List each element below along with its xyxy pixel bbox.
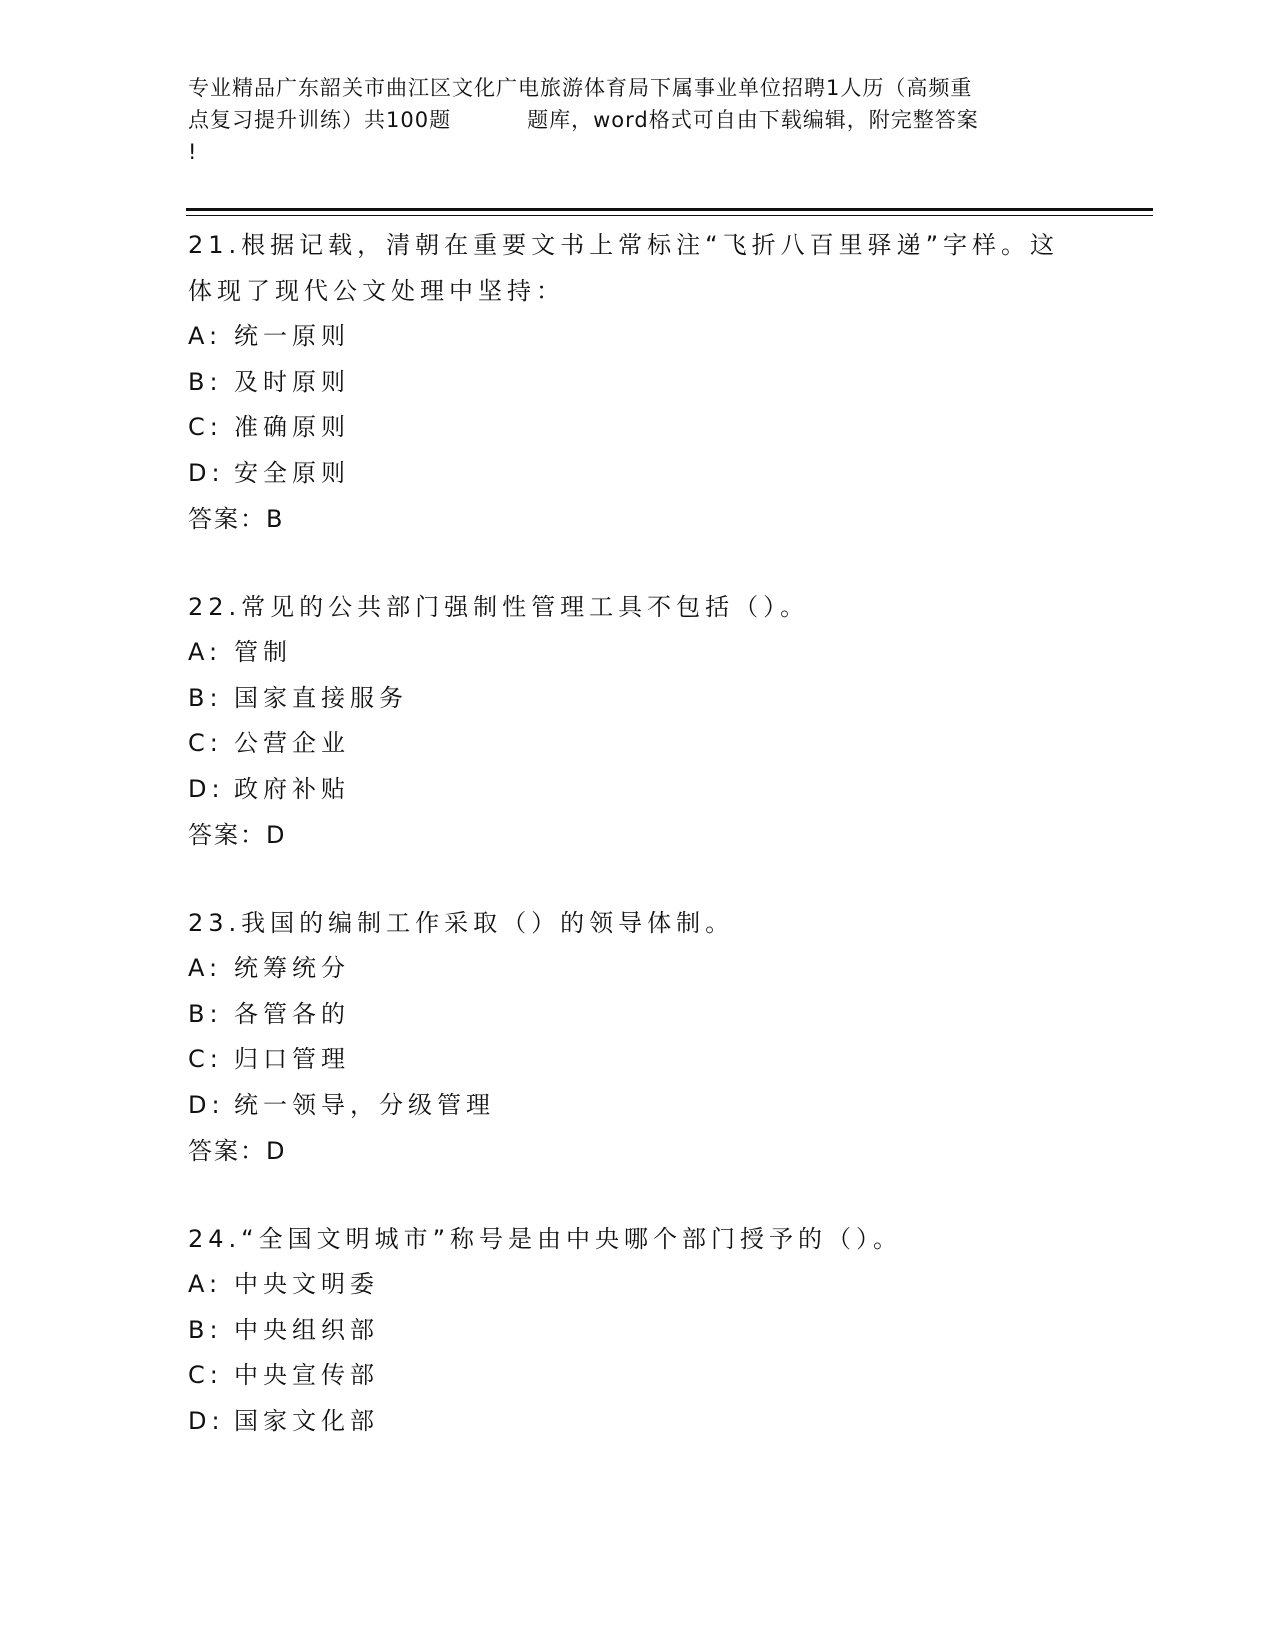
question-stem xyxy=(188,222,1088,314)
header-title-line-3: ! xyxy=(188,140,198,164)
option-key: B: xyxy=(188,999,223,1028)
question-24 xyxy=(188,1216,1088,1444)
question-stem-line: 21.根据记载，清朝在重要文书上常标注“飞折八百里驿递”字样。这 xyxy=(188,231,1060,259)
answer-line: 答案：D xyxy=(188,1137,287,1165)
option-text: 及时原则 xyxy=(234,367,350,396)
option-a xyxy=(188,630,1088,676)
option-text: 政府补贴 xyxy=(234,774,350,803)
option-b xyxy=(188,676,1088,722)
question-21 xyxy=(188,222,1088,542)
option-a xyxy=(188,1262,1088,1308)
option-key: C: xyxy=(188,1361,223,1389)
option-text: 公营企业 xyxy=(234,729,350,757)
option-a xyxy=(188,314,1088,360)
option-key: D: xyxy=(188,1406,225,1435)
question-22 xyxy=(188,584,1088,858)
option-text: 准确原则 xyxy=(234,413,350,441)
option-d xyxy=(188,451,1088,497)
header-title-line-1: 专业精品广东韶关市曲江区文化广电旅游体育局下属事业单位招聘1人历（高频重 xyxy=(188,76,973,100)
option-text: 中央组织部 xyxy=(234,1315,379,1344)
option-key: A: xyxy=(188,954,223,982)
option-key: D: xyxy=(188,458,225,487)
question-stem xyxy=(188,584,1088,630)
option-c xyxy=(188,1353,1088,1399)
question-stem-line: 24.“全国文明城市”称号是由中央哪个部门授予的（）。 xyxy=(188,1225,903,1253)
option-text: 中央宣传部 xyxy=(234,1361,379,1389)
option-b xyxy=(188,360,1088,406)
option-key: D: xyxy=(188,1090,225,1119)
header-divider-thin xyxy=(186,215,1153,216)
header-title-line-2-part-1: 点复习提升训练）共100题 xyxy=(188,108,452,132)
option-text: 统一领导，分级管理 xyxy=(234,1090,495,1119)
header-divider-thick xyxy=(186,208,1153,211)
question-stem xyxy=(188,900,1088,946)
option-c xyxy=(188,1037,1088,1083)
header-title-line-2-part-2: 题库，word格式可自由下载编辑，附完整答案 xyxy=(527,108,979,132)
header-title-line-2 xyxy=(188,104,1088,136)
option-key: C: xyxy=(188,413,223,441)
document-header xyxy=(188,72,1088,168)
option-d xyxy=(188,1083,1088,1129)
option-key: A: xyxy=(188,1270,223,1298)
option-d xyxy=(188,1399,1088,1445)
question-list xyxy=(188,222,1088,1486)
answer-line: 答案：D xyxy=(188,821,287,849)
option-d xyxy=(188,767,1088,813)
option-text: 管制 xyxy=(234,638,292,666)
question-stem-line: 22.常见的公共部门强制性管理工具不包括（）。 xyxy=(188,593,810,621)
option-text: 统一原则 xyxy=(234,322,350,350)
option-b xyxy=(188,1308,1088,1354)
option-key: A: xyxy=(188,322,223,350)
option-key: B: xyxy=(188,683,223,712)
question-stem-line: 23.我国的编制工作采取（）的领导体制。 xyxy=(188,909,735,937)
option-c xyxy=(188,721,1088,767)
option-text: 安全原则 xyxy=(234,458,350,487)
option-text: 中央文明委 xyxy=(234,1270,379,1298)
option-key: B: xyxy=(188,1315,223,1344)
option-text: 国家直接服务 xyxy=(234,683,408,712)
option-key: C: xyxy=(188,1045,223,1073)
answer-line: 答案：B xyxy=(188,505,285,533)
option-a xyxy=(188,946,1088,992)
option-key: C: xyxy=(188,729,223,757)
option-text: 统筹统分 xyxy=(234,954,350,982)
option-text: 国家文化部 xyxy=(234,1406,379,1435)
option-key: B: xyxy=(188,367,223,396)
option-key: D: xyxy=(188,774,225,803)
option-text: 归口管理 xyxy=(234,1045,350,1073)
option-b xyxy=(188,992,1088,1038)
option-text: 各管各的 xyxy=(234,999,350,1028)
option-key: A: xyxy=(188,638,223,666)
question-23 xyxy=(188,900,1088,1174)
question-stem-line: 体现了现代公文处理中坚持： xyxy=(188,277,565,305)
option-c xyxy=(188,405,1088,451)
question-stem xyxy=(188,1216,1088,1262)
